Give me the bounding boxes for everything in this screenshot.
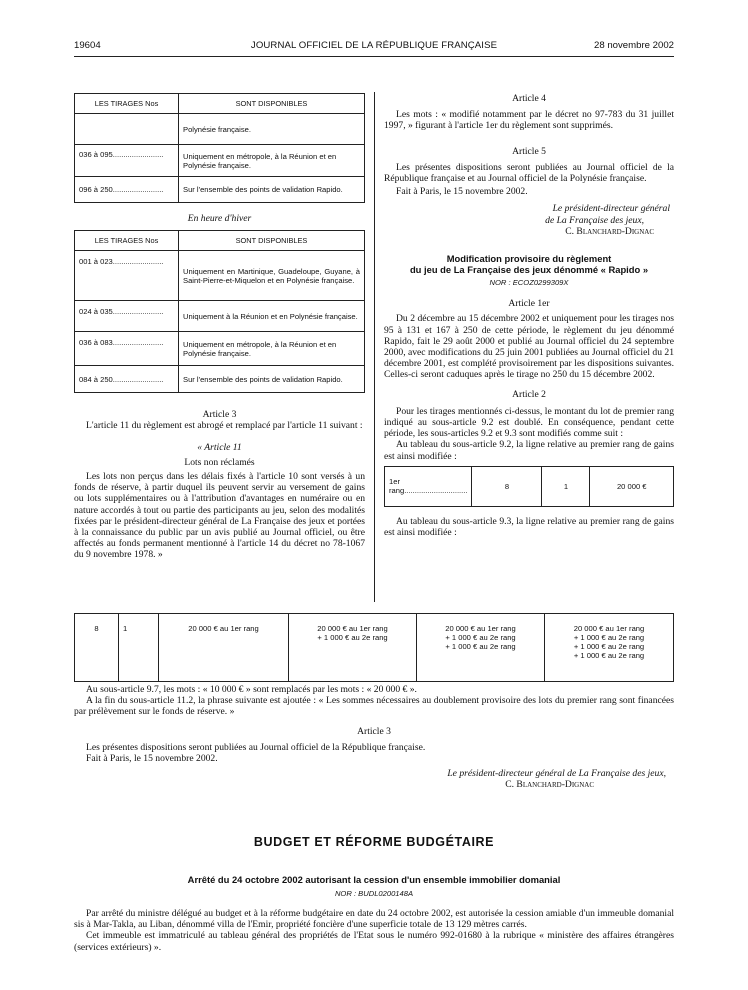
gain-line: 20 000 € au 1er rang xyxy=(445,624,516,633)
gain-line: + 1 000 € au 2e rang xyxy=(317,633,388,642)
gain-line: 20 000 € au 1er rang xyxy=(317,624,388,633)
article3-text: L'article 11 du règlement est abrogé et remplacé par l'article 11 suivant : xyxy=(86,420,363,432)
nor-reference: NOR : ECOZ0299309X xyxy=(489,278,569,288)
signature-title-2: de La Française des jeux, xyxy=(545,214,644,226)
value-cell: 8 xyxy=(75,614,119,682)
table-header: LES TIRAGES Nos xyxy=(75,94,179,114)
value-cell: 1 xyxy=(119,614,159,682)
gain-line: + 1 000 € au 2e rang xyxy=(445,642,516,651)
table-row xyxy=(75,614,674,682)
article11-text: Les lots non perçus dans les délais fixés à l'article 10 sont versés à un fonds de réserve, à partir duquel ils peuvent servir au versement de gains ou lots supplémentaires ou à l'attribution d'avantages en numéraire ou en nature accordés à tout ou partie des participants au jeu, selon des modalités fixées par le président-directeur général de La Française des jeux et portées à la connaissance du public par un avis publié au Journal officiel, ou être affectés au fonds permanent mentionné à l'article 14 du décret no 78-1067 du 9 novembre 1978. » xyxy=(74,471,365,561)
article11-title: « Article 11 xyxy=(197,441,242,453)
bottom-section xyxy=(74,684,674,791)
column-divider xyxy=(374,92,375,602)
gain-cell xyxy=(417,614,545,682)
arrete-title: Arrêté du 24 octobre 2002 autorisant la cession d'un ensemble immobilier domanial xyxy=(187,874,561,885)
arrete-text-2: Cet immeuble est immatriculé au tableau général des propriétés de l'Etat sous le numéro 992-01680 à la rubrique « ministère des affaires étrangères (services extérieurs) ». xyxy=(74,930,674,953)
signature-name: C. Blanchard-Dignac xyxy=(565,225,654,237)
tirages-cell xyxy=(75,114,179,145)
value-cell: 1 xyxy=(542,466,590,506)
journal-title: JOURNAL OFFICIEL DE LA RÉPUBLIQUE FRANÇAISE xyxy=(250,40,498,51)
gain-cell: 20 000 € au 1er rang xyxy=(159,614,289,682)
left-column xyxy=(74,93,365,561)
article2-text-2: Au tableau du sous-article 9.2, la ligne relative au premier rang de gains est ainsi modifiée : xyxy=(384,439,674,462)
article1-text: Du 2 décembre au 15 décembre 2002 et uniquement pour les tirages nos 95 à 131 et 167 à 250 de cette période, le règlement du jeu dénommé Rapido, fait le 29 août 2000 et publié au Journal officiel du 24 septembre 2000, avec modifications du 25 juin 2001 publiées au Journal officiel du 21 décembre 2001, est complété provisoirement par les dispositions suivantes. Celles-ci seront caduques après le tirage no 250 du 15 décembre 2002. xyxy=(384,313,674,381)
dispo-cell: Uniquement en Martinique, Guadeloupe, Guyane, à Saint-Pierre-et-Miquelon et en Polynésie française. xyxy=(179,251,365,301)
modification-title-2: du jeu de La Française des jeux dénommé « Rapido » xyxy=(409,264,649,276)
tirages-cell: 096 à 250........................ xyxy=(75,177,179,203)
dispo-cell: Sur l'ensemble des points de validation Rapido. xyxy=(179,366,365,393)
tirages-table-summer xyxy=(74,93,365,203)
gain-line: + 1 000 € au 2e rang xyxy=(573,651,645,660)
dispo-cell: Uniquement à la Réunion et en Polynésie française. xyxy=(179,301,365,332)
tirages-cell: 084 à 250........................ xyxy=(75,366,179,393)
fait-a-paris: Fait à Paris, le 15 novembre 2002. xyxy=(396,186,528,198)
article2-text-3: Au tableau du sous-article 9.3, la ligne relative au premier rang de gains est ainsi modifiée : xyxy=(384,515,674,539)
right-column xyxy=(384,93,674,538)
signature-bottom-name: C. Blanchard-Dignac xyxy=(505,779,594,791)
dispo-cell: Sur l'ensemble des points de validation Rapido. xyxy=(179,177,365,203)
rang-table-9-3 xyxy=(74,613,674,682)
tirages-cell: 036 à 095........................ xyxy=(75,145,179,177)
article1-title: Article 1er xyxy=(508,298,550,310)
gain-line: + 1 000 € au 2e rang xyxy=(573,633,645,642)
article4-text: Les mots : « modifié notamment par le décret no 97-783 du 31 juillet 1997, » figurant à l'article 1er du règlement sont supprimés. xyxy=(384,109,674,132)
tirages-cell: 001 à 023........................ xyxy=(75,251,179,301)
subarticle-9-7-text: Au sous-article 9.7, les mots : « 10 000 € » sont remplacés par les mots : « 20 000 € ». xyxy=(86,684,417,695)
table-row xyxy=(75,332,365,366)
subarticle-11-2-text: A la fin du sous-article 11.2, la phrase suivante est ajoutée : « Les sommes nécessaires au doublement provisoire des lots du premier rang sont financées par prélèvement sur le fonds de réserve. » xyxy=(74,695,674,718)
article3-title: Article 3 xyxy=(202,409,237,421)
rang-cell: 1er rang.............................. xyxy=(385,466,472,506)
signature-title-1: Le président-directeur général xyxy=(552,203,670,215)
table-header: LES TIRAGES Nos xyxy=(75,231,179,251)
gain-cell xyxy=(545,614,674,682)
tirages-cell: 024 à 035........................ xyxy=(75,301,179,332)
table-row xyxy=(75,301,365,332)
modification-title-1: Modification provisoire du règlement xyxy=(446,253,612,265)
table-row xyxy=(385,466,674,506)
article2-title: Article 2 xyxy=(512,388,546,400)
value-cell: 8 xyxy=(472,466,542,506)
arrete-nor: NOR : BUDL0200148A xyxy=(334,889,414,898)
tirages-table-winter xyxy=(74,230,365,393)
gain-line: 20 000 € au 1er rang xyxy=(573,624,645,633)
dispo-cell: Uniquement en métropole, à la Réunion et en Polynésie française. xyxy=(179,332,365,366)
article5-title: Article 5 xyxy=(512,145,546,157)
table-header: SONT DISPONIBLES xyxy=(179,231,365,251)
rang-table-9-2 xyxy=(384,466,674,507)
gain-cell xyxy=(289,614,417,682)
arrete-text-1: Par arrêté du ministre délégué au budget et à la réforme budgétaire en date du 24 octobre 2002, est autorisée la cession amiable d'un immeuble domanial sis à Mar-Takla, au Liban, dénommé villa de l'Emir, propriété foncière d'une superficie totale de 13 129 mètres carrés. xyxy=(74,908,674,931)
dispo-cell: Polynésie française. xyxy=(179,114,365,145)
table-row xyxy=(75,366,365,393)
arrete-body xyxy=(74,908,674,953)
gain-cell: 20 000 € xyxy=(590,466,674,506)
page-header xyxy=(74,40,674,54)
winter-label: En heure d'hiver xyxy=(187,213,252,224)
signature-bottom-title: Le président-directeur général de La Française des jeux, xyxy=(447,768,666,780)
publication-date: 28 novembre 2002 xyxy=(593,40,674,51)
page-number: 19604 xyxy=(74,40,101,51)
article3-bottom-title: Article 3 xyxy=(357,725,391,737)
table-header: SONT DISPONIBLES xyxy=(179,94,365,114)
table-row xyxy=(75,251,365,301)
dispo-cell: Uniquement en métropole, à la Réunion et en Polynésie française. xyxy=(179,145,365,177)
table-row xyxy=(75,114,365,145)
fait-a-paris-bottom: Fait à Paris, le 15 novembre 2002. xyxy=(86,753,218,765)
publication-text: Les présentes dispositions seront publiées au Journal officiel de la République française. xyxy=(86,741,426,753)
article11-subtitle: Lots non réclamés xyxy=(184,456,255,468)
gain-line: + 1 000 € au 2e rang xyxy=(573,642,645,651)
table-row xyxy=(75,145,365,177)
section-title: BUDGET ET RÉFORME BUDGÉTAIRE xyxy=(253,835,495,849)
article4-title: Article 4 xyxy=(512,93,546,104)
article5-text: Les présentes dispositions seront publiées au Journal officiel de la République française et au Journal officiel de la Polynésie française. xyxy=(384,161,674,185)
tirages-cell: 036 à 083........................ xyxy=(75,332,179,366)
header-rule xyxy=(74,56,674,57)
table-row xyxy=(75,177,365,203)
gain-line: + 1 000 € au 2e rang xyxy=(445,633,516,642)
article2-text-1: Pour les tirages mentionnés ci-dessus, le montant du lot de premier rang indiqué au sous-article 9.2 est doublé. En conséquence, pendant cette période, les sous-articles 9.2 et 9.3 sont modifiés comme suit : xyxy=(384,405,674,440)
